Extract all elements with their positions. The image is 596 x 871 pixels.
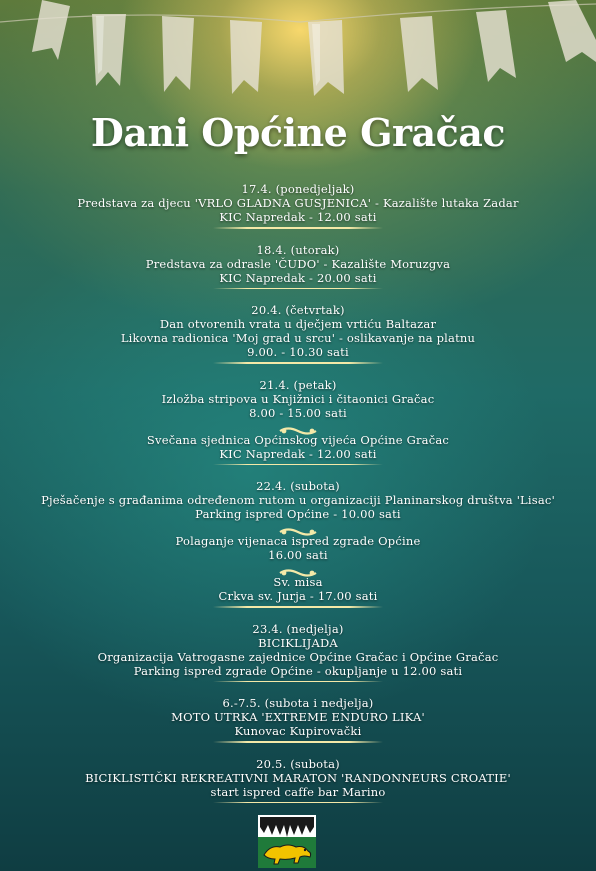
event-heading: Svečana sjednica Općinskog vijeća Općine Gračac [146, 432, 450, 447]
divider-rule [213, 288, 383, 290]
event-line: MOTO UTRKA 'EXTREME ENDURO LIKA' [171, 710, 425, 724]
event-line: 16.00 sati [268, 548, 328, 562]
event-line: 9.00. - 10.30 sati [247, 345, 349, 359]
event-block [0, 479, 596, 532]
event-block [0, 182, 596, 229]
event-block [0, 575, 596, 608]
divider-ornament-icon [278, 563, 318, 573]
divider-rule [213, 606, 383, 608]
event-line: Predstava za odrasle 'ČUDO' - Kazalište Moruzgva [145, 256, 451, 271]
divider-rule [213, 362, 383, 364]
event-list [0, 182, 596, 817]
event-block [0, 622, 596, 683]
event-heading: 23.4. (nedjelja) [252, 621, 344, 636]
event-line: Crkva sv. Jurja - 17.00 sati [218, 589, 378, 603]
event-heading: 21.4. (petak) [259, 377, 337, 392]
municipality-crest-icon [258, 815, 316, 868]
event-line: Predstava za djecu 'VRLO GLADNA GUSJENICA' - Kazalište lutaka Zadar [77, 196, 519, 210]
divider-rule [213, 741, 383, 743]
event-block [0, 757, 596, 804]
event-line: Parking ispred Općine - 10.00 sati [195, 507, 401, 521]
event-line: BICIKLISTIČKI REKREATIVNI MARATON 'RANDONNEURS CROATIE' [85, 770, 511, 785]
event-line: KIC Napredak - 12.00 sati [219, 210, 377, 224]
divider-rule [213, 464, 383, 466]
event-line: BICIKLIJADA [258, 635, 338, 650]
event-line: Dan otvorenih vrata u dječjem vrtiću Baltazar [159, 317, 437, 331]
event-heading: 22.4. (subota) [256, 479, 340, 493]
event-line: Pješačenje s građanima određenom rutom u organizaciji Planinarskog društva 'Lisac' [41, 493, 555, 507]
event-block [0, 433, 596, 466]
event-line: Kunovac Kupirovački [234, 724, 362, 738]
event-heading: 20.5. (subota) [256, 756, 340, 771]
event-block [0, 378, 596, 431]
divider-rule [213, 681, 383, 683]
event-heading: 18.4. (utorak) [256, 242, 340, 257]
divider-ornament-icon [278, 522, 318, 532]
event-block [0, 243, 596, 290]
divider-ornament-icon [278, 421, 318, 431]
event-line: KIC Napredak - 12.00 sati [219, 446, 377, 461]
event-heading: 20.4. (četvrtak) [251, 303, 345, 317]
event-line: Likovna radionica 'Moj grad u srcu' - oslikavanje na platnu [120, 331, 476, 345]
event-heading: Sv. misa [273, 575, 323, 589]
event-line: 8.00 - 15.00 sati [249, 405, 347, 420]
divider-rule [213, 227, 383, 229]
event-line: KIC Napredak - 20.00 sati [219, 270, 377, 285]
event-block [0, 303, 596, 364]
bunting-flags-icon [0, 0, 596, 120]
event-line: start ispred caffe bar Marino [210, 784, 386, 799]
event-block [0, 696, 596, 743]
event-line: Izložba stripova u Knjižnici i čitaonici Gračac [161, 391, 435, 406]
event-block [0, 534, 596, 573]
event-heading: 6.-7.5. (subota i nedjelja) [222, 696, 374, 710]
event-line: Organizacija Vatrogasne zajednice Općine Gračac i Općine Gračac [97, 649, 499, 664]
event-line: Parking ispred zgrade Općine - okupljanje u 12.00 sati [133, 663, 463, 678]
page-title: Dani Općine Gračac [90, 110, 506, 155]
event-heading: 17.4. (ponedjeljak) [241, 182, 355, 196]
event-heading: Polaganje vijenaca ispred zgrade Općine [175, 534, 421, 548]
divider-rule [213, 802, 383, 804]
